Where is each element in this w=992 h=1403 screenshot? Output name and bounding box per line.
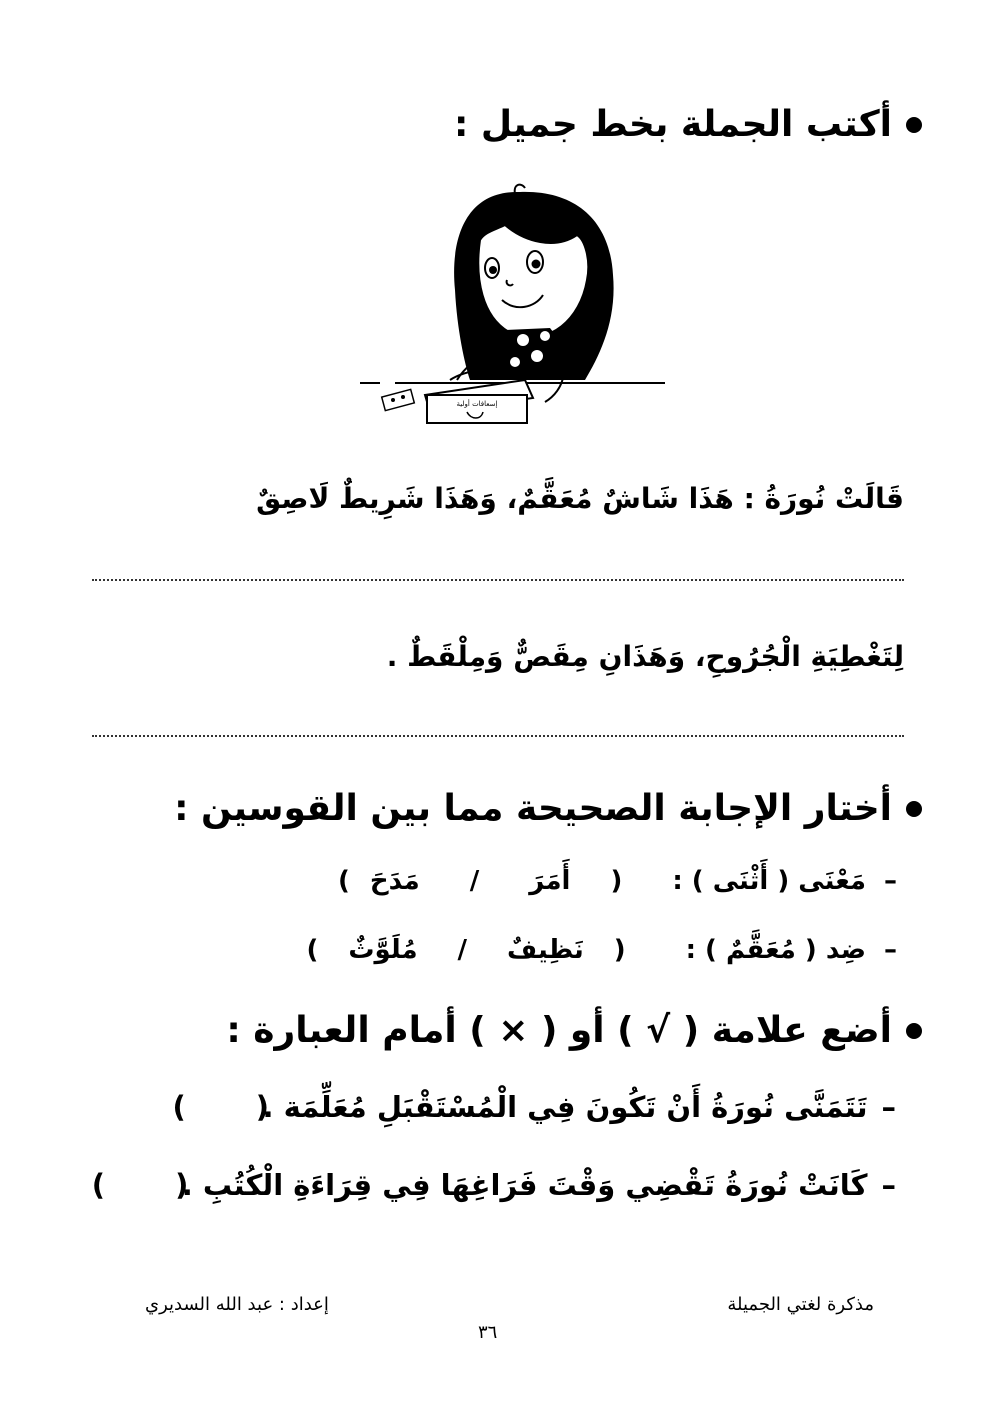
answer-box-1[interactable]: ( )	[172, 1090, 300, 1124]
choice-item-1: – مَعْنَى ( أَثْنَى ) : ( أَمَرَ / مَدَحَ )	[338, 866, 897, 896]
bullet-icon	[906, 1023, 922, 1039]
page-number: ٣٦	[478, 1322, 498, 1343]
copy-sentence-line-2: لِتَغْطِيَةِ الْجُرُوحِ، وَهَذَانِ مِقَصٌّ وَمِلْقَطٌ .	[386, 640, 904, 673]
girl-with-first-aid-box-illustration	[355, 180, 670, 430]
option-mulawwath[interactable]: مُلَوَّثٌ	[348, 935, 418, 965]
writing-line-1[interactable]	[92, 579, 904, 581]
bullet-icon	[906, 801, 922, 817]
true-false-statement-1: – تَتَمَنَّى نُورَةُ أَنْ تَكُونَ فِي الْمُسْتَقْبَلِ مُعَلِّمَة . ( )	[172, 1090, 896, 1124]
choice-item-2: – ضِد ( مُعَقَّمٌ ) : ( نَظِيفٌ / مُلَوَّثٌ )	[306, 935, 897, 965]
footer-title: مذكرة لغتي الجميلة	[727, 1294, 874, 1315]
true-false-statement-2: – كَانَتْ نُورَةُ تَقْضِي وَقْتَ فَرَاغِهَا فِي قِرَاءَةِ الْكُتُبِ . ( )	[91, 1168, 896, 1202]
box-label: إسعافات أولية	[456, 400, 498, 408]
option-amar[interactable]: أَمَرَ	[529, 866, 571, 896]
answer-box-2[interactable]: ( )	[91, 1168, 219, 1202]
bullet-icon	[906, 117, 922, 133]
section3-heading: أضع علامة ( √ ) أو ( × ) أمام العبارة :	[226, 1010, 922, 1051]
option-madah[interactable]: مَدَحَ	[369, 866, 420, 896]
section1-heading: أكتب الجملة بخط جميل :	[454, 104, 922, 145]
footer-author: إعداد : عبد الله السديري	[145, 1294, 329, 1315]
copy-sentence-line-1: قَالَتْ نُورَةُ : هَذَا شَاشٌ مُعَقَّمٌ، وَهَذَا شَرِيطٌ لَاصِقٌ	[256, 482, 904, 515]
option-nazif[interactable]: نَظِيفٌ	[507, 935, 584, 965]
writing-line-2[interactable]	[92, 735, 904, 737]
section2-heading: أختار الإجابة الصحيحة مما بين القوسين :	[174, 788, 922, 829]
